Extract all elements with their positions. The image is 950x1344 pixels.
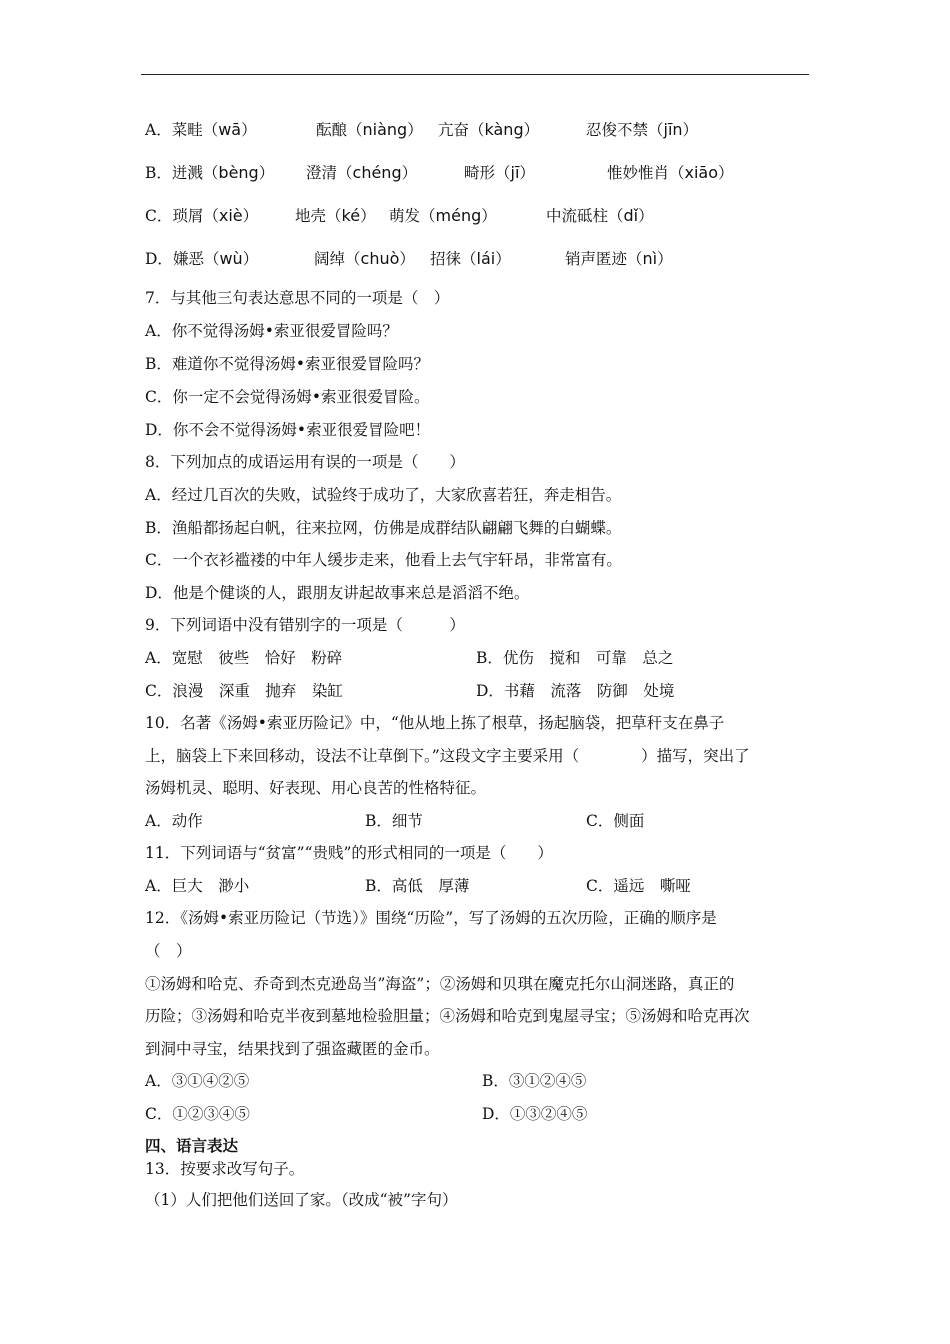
q6-c-4: 中流砥柱（dǐ） bbox=[546, 206, 654, 225]
q9-option-a: A．宽慰 彼些 恰好 粉碎 bbox=[145, 649, 343, 667]
q7-option-c: C．你一定不会觉得汤姆•索亚很爱冒险。 bbox=[145, 388, 430, 406]
q12-option-c: C．①②③④⑤ bbox=[145, 1105, 250, 1123]
q8-option-a: A．经过几百次的失败，试验终于成功了，大家欣喜若狂，奔走相告。 bbox=[145, 486, 622, 504]
q6-option-b: B．迸溅（bèng） bbox=[145, 163, 275, 182]
q10-line-1: 10．名著《汤姆•索亚历险记》中，“他从地上拣了根草，扬起脑袋，把草秆支在鼻子 bbox=[145, 714, 725, 732]
q6-option-a: A．菜畦（wā） bbox=[145, 120, 257, 139]
q7-option-b: B．难道你不觉得汤姆•索亚很爱冒险吗？ bbox=[145, 355, 430, 373]
q6-b-3: 畸形（jī） bbox=[464, 163, 535, 182]
q6-c-2: 地壳（ké） bbox=[295, 206, 376, 225]
section-heading: 四、语言表达 bbox=[145, 1136, 239, 1155]
q8-stem: 8．下列加点的成语运用有误的一项是（ ） bbox=[145, 453, 465, 471]
q9-option-b: B．优伤 搅和 可靠 总之 bbox=[476, 649, 674, 667]
q10-option-a: A．动作 bbox=[145, 812, 203, 830]
q9-option-c: C．浪漫 深重 抛弃 染缸 bbox=[145, 682, 343, 700]
q12-option-b: B．③①②④⑤ bbox=[482, 1072, 587, 1090]
q11-option-c: C．遥远 嘶哑 bbox=[586, 877, 691, 895]
q6-option-d: D．嫌恶（wù） bbox=[145, 249, 259, 268]
q10-line-3: 汤姆机灵、聪明、好表现、用心良苦的性格特征。 bbox=[145, 779, 487, 797]
q12-option-a: A．③①④②⑤ bbox=[145, 1072, 250, 1090]
q11-stem: 11．下列词语与“贫富”“贵贱”的形式相同的一项是（ ） bbox=[145, 844, 553, 862]
q6-option-c: C．琐屑（xiè） bbox=[145, 206, 259, 225]
q9-stem: 9．下列词语中没有错别字的一项是（ ） bbox=[145, 616, 465, 634]
q8-option-d: D．他是个健谈的人，跟朋友讲起故事来总是滔滔不绝。 bbox=[145, 584, 530, 602]
q9-option-d: D．书藉 流落 防御 处境 bbox=[476, 682, 675, 700]
q7-option-a: A．你不觉得汤姆•索亚很爱冒险吗？ bbox=[145, 322, 398, 340]
q6-d-4: 销声匿迹（nì） bbox=[565, 249, 673, 268]
q12-line-3: ①汤姆和哈克、乔奇到杰克逊岛当”海盗”；②汤姆和贝琪在魔克托尔山洞迷路，真正的 bbox=[145, 975, 735, 993]
q8-option-b: B．渔船都扬起白帆，往来拉网，仿佛是成群结队翩翩飞舞的白蝴蝶。 bbox=[145, 519, 622, 537]
q12-option-d: D．①③②④⑤ bbox=[482, 1105, 588, 1123]
q12-line-2: （ ） bbox=[145, 942, 192, 960]
header-rule bbox=[141, 74, 809, 75]
q12-line-1: 12．《汤姆•索亚历险记（节选）》围绕“历险”，写了汤姆的五次历险，正确的顺序是 bbox=[145, 909, 717, 927]
q11-option-a: A．巨大 渺小 bbox=[145, 877, 250, 895]
q10-option-c: C．侧面 bbox=[586, 812, 645, 830]
q11-option-b: B．高低 厚薄 bbox=[365, 877, 470, 895]
q10-option-b: B．细节 bbox=[365, 812, 423, 830]
q6-c-3: 萌发（méng） bbox=[389, 206, 497, 225]
q13-stem: 13．按要求改写句子。 bbox=[145, 1160, 305, 1178]
q6-b-4: 惟妙惟肖（xiāo） bbox=[607, 163, 734, 182]
q8-option-c: C．一个衣衫褴褛的中年人缓步走来，他看上去气宇轩昂，非常富有。 bbox=[145, 551, 622, 569]
q6-b-2: 澄清（chéng） bbox=[306, 163, 418, 182]
q7-option-d: D．你不会不觉得汤姆•索亚很爱冒险吧！ bbox=[145, 421, 431, 439]
q6-a-4: 忍俊不禁（jīn） bbox=[586, 120, 699, 139]
q6-a-2: 酝酿（niàng） bbox=[316, 120, 423, 139]
q6-a-3: 亢奋（kàng） bbox=[438, 120, 540, 139]
q6-d-2: 阔绰（chuò） bbox=[314, 249, 415, 268]
q13-part-1: （1）人们把他们送回了家。（改成“被”字句） bbox=[145, 1191, 458, 1209]
q12-line-4: 历险；③汤姆和哈克半夜到墓地检验胆量；④汤姆和哈克到鬼屋寻宝；⑤汤姆和哈克再次 bbox=[145, 1007, 750, 1025]
q10-line-2: 上，脑袋上下来回移动，设法不让草倒下。”这段文字主要采用（ ）描写，突出了 bbox=[145, 747, 750, 765]
q12-line-5: 到洞中寻宝，结果找到了强盗藏匿的金币。 bbox=[145, 1040, 440, 1058]
q6-d-3: 招徕（lái） bbox=[430, 249, 511, 268]
q7-stem: 7．与其他三句表达意思不同的一项是（ ） bbox=[145, 289, 450, 307]
